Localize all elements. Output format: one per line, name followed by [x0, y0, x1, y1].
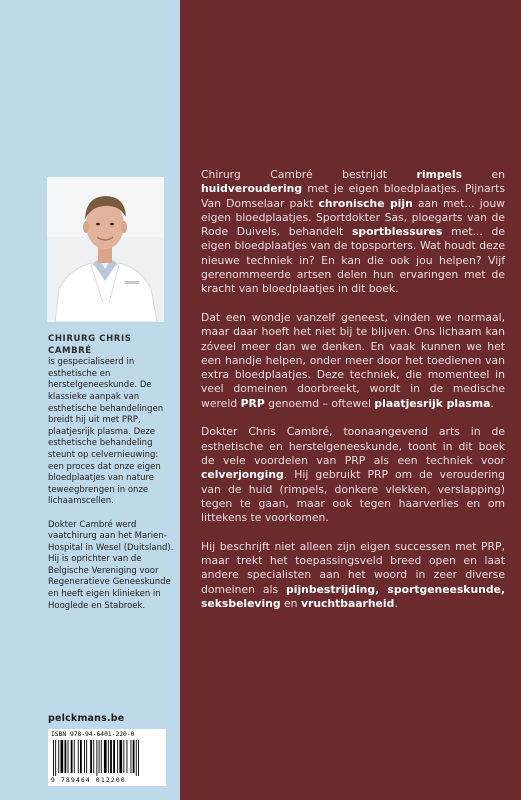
- blurb-text: met je eigen bloedplaatjes. Pijnarts Van Domselaar pakt: [201, 182, 505, 210]
- barcode-bar: [96, 740, 97, 776]
- barcode-bar: [71, 740, 73, 773]
- barcode-bar: [99, 740, 100, 773]
- barcode-bar: [65, 740, 67, 773]
- blurb-highlight: pijnbestrijding, sportgeneeskunde, seksbeleving: [201, 582, 505, 610]
- barcode-bar: [58, 740, 59, 773]
- barcode-bars: [51, 740, 163, 776]
- bio-career: Dokter Cambré werd vaatchirurg aan het Marien-Hospital in Wesel (Duitsland). Hij is oprichter van de Belgische Vereniging voor Regeneratieve Geneeskunde en heeft eigen klinieken in Hooglede en Stabroek.: [48, 519, 174, 611]
- barcode-bar: [86, 740, 87, 773]
- blurb-highlight: PRP: [240, 396, 265, 410]
- publisher-url: pelckmans.be: [48, 713, 125, 724]
- isbn-digits: 9 789464 012200: [51, 777, 126, 784]
- blurb-text: en: [462, 168, 506, 181]
- blurb-text: genoemd – oftewel: [264, 396, 375, 410]
- blurb-highlight: huidveroudering: [201, 182, 303, 196]
- barcode-bar: [127, 740, 128, 773]
- barcode-bar: [110, 740, 112, 773]
- blurb-text: .: [394, 596, 398, 610]
- barcode-bar: [78, 740, 79, 773]
- barcode-bar: [101, 740, 102, 773]
- barcode-bar: [108, 740, 109, 773]
- author-name: CHIRURG CHRIS CAMBRÉ: [48, 334, 132, 356]
- blurb-text: en: [280, 596, 301, 610]
- author-portrait: [47, 177, 164, 322]
- barcode-bar: [123, 740, 124, 773]
- barcode-bar: [104, 740, 107, 773]
- barcode-bar: [131, 740, 132, 773]
- back-cover-blurb: [201, 168, 505, 626]
- author-bio: [48, 334, 176, 624]
- blurb-highlight: sportblessures: [351, 225, 443, 239]
- barcode-bar: [136, 740, 137, 776]
- blurb-paragraph-1: [201, 168, 505, 297]
- blurb-paragraph-4: [201, 540, 505, 611]
- blurb-text: . Hij gebruikt PRP om de veroudering van de huid (rimpels, donkere vlekken, verslapping) tegen te gaan, maar ook tegen haarverlies en om littekens te voorkomen.: [201, 468, 505, 525]
- isbn-label: ISBN 978-94-6401-220-0: [51, 731, 135, 738]
- blurb-highlight: vruchtbaarheid: [300, 596, 395, 610]
- barcode-bar: [138, 740, 139, 776]
- barcode-bar: [93, 740, 94, 773]
- bio-intro: [48, 334, 176, 508]
- barcode-bar: [74, 740, 75, 773]
- barcode-bar: [113, 740, 115, 773]
- blurb-text: Dat een wondje vanzelf geneest, vinden we normaal, maar daar hoeft het niet bij te blijven. Ons lichaam kan zóveel meer dan we denken. En vaak kunnen we het een handje helpen, onder meer door het toedienen van extra bloedplaatjes. Deze techniek, die momenteel in veel domeinen doorbreekt, wordt in de medische wereld: [201, 310, 505, 410]
- isbn-barcode: [48, 729, 166, 786]
- barcode-bar: [61, 740, 64, 773]
- barcode-bar: [55, 740, 56, 776]
- barcode-bar: [68, 740, 69, 773]
- blurb-text: Hij beschrijft niet alleen zijn eigen successen met PRP, maar trekt het toepassingsveld breed open en laat andere specialisten aan het woord in zeer diverse domeinen als: [201, 539, 505, 596]
- blurb-text: Dokter Chris Cambré, toonaangevend arts in de esthetische en herstelgeneeskunde, toont in dit boek de vele voordelen van PRP als een techniek voor: [201, 425, 505, 467]
- bio-intro-text: is gespecialiseerd in esthetische en herstelgeneeskunde. De klassieke aanpak van esthetische behandelingen breidt hij uit met PRP, plaatjesrijk plasma. Deze esthetische behandeling steunt op celvernieuwing: een proces dat onze eigen bloedplaatjes van nature teweegbrengen in onze lichaamscellen.: [48, 357, 164, 507]
- blurb-paragraph-2: [201, 311, 505, 411]
- barcode-bar: [119, 740, 122, 773]
- blurb-text: met... de eigen bloedplaatjes van de topsporters. Wat houdt deze nieuwe techniek in? En kan die ook jou helpen? Vijf gerenommeerde artsen delen hun ervaringen met de kracht van bloedplaatjes in dit boek.: [201, 225, 505, 296]
- blurb-text: Chirurg Cambré bestrijdt: [201, 168, 417, 181]
- barcode-bar: [133, 740, 135, 773]
- barcode-bar: [80, 740, 82, 773]
- blurb-text: .: [490, 396, 494, 410]
- blurb-highlight: rimpels: [416, 168, 463, 181]
- barcode-bar: [84, 740, 85, 773]
- barcode-bar: [90, 740, 92, 773]
- blurb-highlight: celverjonging: [201, 468, 284, 482]
- blurb-text: aan met... jouw eigen bloedplaatjes. Sportdokter Sas, ploegarts van de Rode Duivels, behandelt: [201, 196, 505, 239]
- barcode-bar: [53, 740, 54, 776]
- blurb-paragraph-3: [201, 425, 505, 525]
- blurb-highlight: plaatjesrijk plasma: [374, 396, 491, 410]
- blurb-highlight: chronische pijn: [318, 196, 413, 210]
- barcode-bar: [117, 740, 118, 773]
